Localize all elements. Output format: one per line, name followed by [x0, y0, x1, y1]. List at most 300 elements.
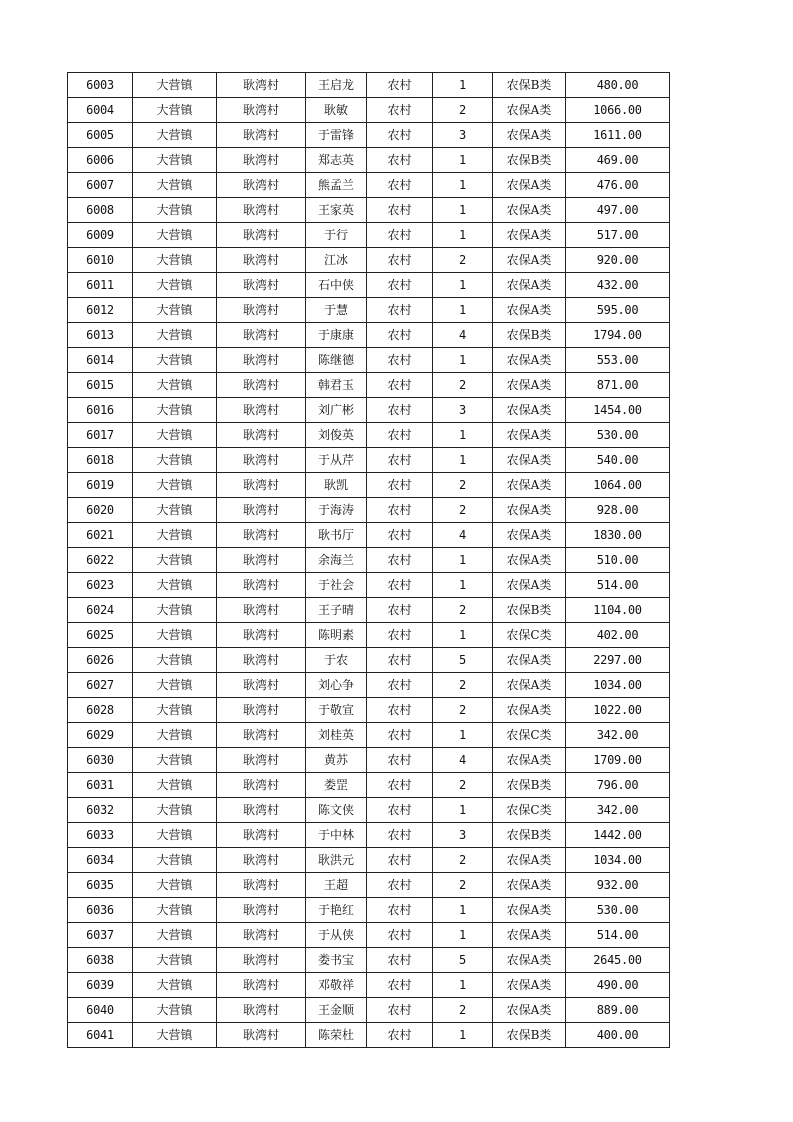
cell-count: 3: [433, 823, 493, 848]
cell-type: 农村: [367, 623, 433, 648]
cell-id: 6014: [68, 348, 133, 373]
cell-count: 2: [433, 98, 493, 123]
cell-town: 大营镇: [133, 873, 217, 898]
cell-count: 2: [433, 773, 493, 798]
cell-count: 1: [433, 448, 493, 473]
cell-amount: 871.00: [566, 373, 670, 398]
cell-village: 耿湾村: [217, 148, 306, 173]
cell-count: 1: [433, 223, 493, 248]
cell-village: 耿湾村: [217, 673, 306, 698]
cell-village: 耿湾村: [217, 373, 306, 398]
cell-town: 大营镇: [133, 848, 217, 873]
cell-count: 1: [433, 923, 493, 948]
table-row: [68, 548, 670, 573]
cell-category: 农保A类: [493, 873, 566, 898]
cell-amount: 514.00: [566, 923, 670, 948]
table-row: [68, 423, 670, 448]
cell-name: 王超: [306, 873, 367, 898]
cell-id: 6012: [68, 298, 133, 323]
cell-type: 农村: [367, 1023, 433, 1048]
cell-type: 农村: [367, 948, 433, 973]
cell-category: 农保A类: [493, 198, 566, 223]
cell-category: 农保A类: [493, 348, 566, 373]
cell-amount: 402.00: [566, 623, 670, 648]
cell-id: 6019: [68, 473, 133, 498]
cell-town: 大营镇: [133, 998, 217, 1023]
cell-category: 农保A类: [493, 848, 566, 873]
cell-type: 农村: [367, 548, 433, 573]
cell-category: 农保A类: [493, 173, 566, 198]
cell-type: 农村: [367, 848, 433, 873]
cell-amount: 497.00: [566, 198, 670, 223]
cell-amount: 540.00: [566, 448, 670, 473]
cell-type: 农村: [367, 323, 433, 348]
cell-amount: 1034.00: [566, 673, 670, 698]
cell-town: 大营镇: [133, 823, 217, 848]
table-row: [68, 448, 670, 473]
cell-category: 农保A类: [493, 748, 566, 773]
cell-type: 农村: [367, 823, 433, 848]
cell-type: 农村: [367, 898, 433, 923]
cell-count: 1: [433, 173, 493, 198]
cell-category: 农保A类: [493, 273, 566, 298]
cell-town: 大营镇: [133, 298, 217, 323]
cell-id: 6003: [68, 73, 133, 98]
table-row: [68, 723, 670, 748]
table-row: [68, 948, 670, 973]
cell-amount: 342.00: [566, 798, 670, 823]
cell-count: 1: [433, 723, 493, 748]
cell-village: 耿湾村: [217, 823, 306, 848]
table-row: [68, 648, 670, 673]
cell-category: 农保B类: [493, 148, 566, 173]
cell-name: 刘桂英: [306, 723, 367, 748]
cell-name: 娄罡: [306, 773, 367, 798]
cell-count: 2: [433, 373, 493, 398]
cell-name: 石中侠: [306, 273, 367, 298]
cell-town: 大营镇: [133, 398, 217, 423]
table-row: [68, 473, 670, 498]
cell-village: 耿湾村: [217, 448, 306, 473]
cell-category: 农保A类: [493, 123, 566, 148]
cell-type: 农村: [367, 148, 433, 173]
cell-name: 刘心争: [306, 673, 367, 698]
cell-amount: 595.00: [566, 298, 670, 323]
cell-type: 农村: [367, 698, 433, 723]
cell-name: 于慧: [306, 298, 367, 323]
cell-town: 大营镇: [133, 523, 217, 548]
cell-id: 6024: [68, 598, 133, 623]
cell-amount: 530.00: [566, 898, 670, 923]
cell-id: 6036: [68, 898, 133, 923]
cell-category: 农保A类: [493, 948, 566, 973]
cell-count: 2: [433, 673, 493, 698]
cell-id: 6029: [68, 723, 133, 748]
table-row: [68, 498, 670, 523]
cell-id: 6010: [68, 248, 133, 273]
cell-village: 耿湾村: [217, 548, 306, 573]
cell-town: 大营镇: [133, 148, 217, 173]
cell-type: 农村: [367, 648, 433, 673]
cell-town: 大营镇: [133, 123, 217, 148]
cell-type: 农村: [367, 398, 433, 423]
cell-count: 4: [433, 523, 493, 548]
cell-town: 大营镇: [133, 748, 217, 773]
cell-id: 6026: [68, 648, 133, 673]
cell-count: 2: [433, 598, 493, 623]
cell-village: 耿湾村: [217, 573, 306, 598]
table-row: [68, 923, 670, 948]
cell-amount: 1611.00: [566, 123, 670, 148]
cell-town: 大营镇: [133, 373, 217, 398]
cell-town: 大营镇: [133, 173, 217, 198]
cell-type: 农村: [367, 223, 433, 248]
cell-type: 农村: [367, 973, 433, 998]
cell-count: 1: [433, 273, 493, 298]
cell-name: 于艳红: [306, 898, 367, 923]
cell-town: 大营镇: [133, 723, 217, 748]
cell-id: 6038: [68, 948, 133, 973]
table-row: [68, 823, 670, 848]
cell-category: 农保A类: [493, 223, 566, 248]
cell-count: 2: [433, 873, 493, 898]
table-row: [68, 273, 670, 298]
cell-category: 农保B类: [493, 73, 566, 98]
cell-type: 农村: [367, 723, 433, 748]
cell-name: 于社会: [306, 573, 367, 598]
cell-amount: 2297.00: [566, 648, 670, 673]
cell-town: 大营镇: [133, 798, 217, 823]
cell-id: 6013: [68, 323, 133, 348]
table-row: [68, 873, 670, 898]
cell-type: 农村: [367, 573, 433, 598]
cell-count: 1: [433, 573, 493, 598]
table-row: [68, 1023, 670, 1048]
table-row: [68, 348, 670, 373]
cell-id: 6032: [68, 798, 133, 823]
cell-amount: 514.00: [566, 573, 670, 598]
cell-town: 大营镇: [133, 248, 217, 273]
cell-type: 农村: [367, 373, 433, 398]
cell-count: 1: [433, 148, 493, 173]
table-row: [68, 73, 670, 98]
cell-village: 耿湾村: [217, 348, 306, 373]
table-row: [68, 623, 670, 648]
cell-category: 农保A类: [493, 548, 566, 573]
table-row: [68, 298, 670, 323]
cell-village: 耿湾村: [217, 723, 306, 748]
cell-category: 农保A类: [493, 698, 566, 723]
cell-name: 黄苏: [306, 748, 367, 773]
cell-village: 耿湾村: [217, 273, 306, 298]
cell-amount: 517.00: [566, 223, 670, 248]
table-row: [68, 748, 670, 773]
cell-name: 于康康: [306, 323, 367, 348]
cell-name: 娄书宝: [306, 948, 367, 973]
cell-town: 大营镇: [133, 273, 217, 298]
cell-count: 2: [433, 848, 493, 873]
cell-category: 农保A类: [493, 973, 566, 998]
cell-town: 大营镇: [133, 1023, 217, 1048]
table-row: [68, 148, 670, 173]
cell-id: 6039: [68, 973, 133, 998]
table-row: [68, 323, 670, 348]
cell-amount: 1442.00: [566, 823, 670, 848]
cell-type: 农村: [367, 798, 433, 823]
cell-amount: 928.00: [566, 498, 670, 523]
cell-category: 农保A类: [493, 373, 566, 398]
table-row: [68, 373, 670, 398]
cell-category: 农保A类: [493, 498, 566, 523]
cell-amount: 400.00: [566, 1023, 670, 1048]
cell-type: 农村: [367, 873, 433, 898]
cell-village: 耿湾村: [217, 998, 306, 1023]
cell-type: 农村: [367, 598, 433, 623]
cell-amount: 342.00: [566, 723, 670, 748]
table-row: [68, 573, 670, 598]
cell-name: 于海涛: [306, 498, 367, 523]
cell-amount: 920.00: [566, 248, 670, 273]
cell-amount: 932.00: [566, 873, 670, 898]
cell-name: 王启龙: [306, 73, 367, 98]
cell-type: 农村: [367, 673, 433, 698]
cell-village: 耿湾村: [217, 1023, 306, 1048]
cell-count: 5: [433, 648, 493, 673]
table-row: [68, 773, 670, 798]
cell-category: 农保A类: [493, 448, 566, 473]
cell-category: 农保A类: [493, 673, 566, 698]
cell-id: 6035: [68, 873, 133, 898]
cell-count: 4: [433, 323, 493, 348]
cell-town: 大营镇: [133, 73, 217, 98]
cell-id: 6021: [68, 523, 133, 548]
cell-count: 1: [433, 198, 493, 223]
cell-amount: 1104.00: [566, 598, 670, 623]
cell-type: 农村: [367, 123, 433, 148]
cell-name: 刘广彬: [306, 398, 367, 423]
cell-count: 1: [433, 298, 493, 323]
cell-category: 农保C类: [493, 723, 566, 748]
cell-type: 农村: [367, 473, 433, 498]
cell-type: 农村: [367, 923, 433, 948]
cell-village: 耿湾村: [217, 473, 306, 498]
cell-count: 1: [433, 798, 493, 823]
cell-category: 农保A类: [493, 998, 566, 1023]
cell-name: 于从芹: [306, 448, 367, 473]
cell-village: 耿湾村: [217, 848, 306, 873]
cell-town: 大营镇: [133, 423, 217, 448]
cell-count: 3: [433, 398, 493, 423]
cell-count: 2: [433, 698, 493, 723]
cell-type: 农村: [367, 273, 433, 298]
cell-category: 农保C类: [493, 623, 566, 648]
cell-town: 大营镇: [133, 323, 217, 348]
cell-village: 耿湾村: [217, 123, 306, 148]
cell-village: 耿湾村: [217, 898, 306, 923]
cell-type: 农村: [367, 448, 433, 473]
cell-id: 6006: [68, 148, 133, 173]
cell-type: 农村: [367, 748, 433, 773]
cell-name: 江冰: [306, 248, 367, 273]
table-row: [68, 123, 670, 148]
cell-village: 耿湾村: [217, 398, 306, 423]
cell-village: 耿湾村: [217, 948, 306, 973]
cell-village: 耿湾村: [217, 523, 306, 548]
cell-name: 耿敏: [306, 98, 367, 123]
table-row: [68, 598, 670, 623]
cell-town: 大营镇: [133, 498, 217, 523]
table-row: [68, 998, 670, 1023]
cell-amount: 1794.00: [566, 323, 670, 348]
cell-name: 王子晴: [306, 598, 367, 623]
cell-town: 大营镇: [133, 98, 217, 123]
cell-count: 2: [433, 248, 493, 273]
cell-id: 6030: [68, 748, 133, 773]
cell-amount: 1709.00: [566, 748, 670, 773]
cell-id: 6005: [68, 123, 133, 148]
cell-id: 6017: [68, 423, 133, 448]
cell-id: 6023: [68, 573, 133, 598]
cell-town: 大营镇: [133, 898, 217, 923]
cell-name: 于农: [306, 648, 367, 673]
cell-category: 农保C类: [493, 798, 566, 823]
cell-type: 农村: [367, 73, 433, 98]
cell-count: 1: [433, 348, 493, 373]
cell-amount: 1830.00: [566, 523, 670, 548]
cell-name: 邓敬祥: [306, 973, 367, 998]
table-row: [68, 523, 670, 548]
cell-name: 于行: [306, 223, 367, 248]
cell-town: 大营镇: [133, 473, 217, 498]
cell-name: 于雷锋: [306, 123, 367, 148]
cell-category: 农保A类: [493, 423, 566, 448]
cell-amount: 796.00: [566, 773, 670, 798]
cell-category: 农保A类: [493, 523, 566, 548]
cell-type: 农村: [367, 198, 433, 223]
cell-village: 耿湾村: [217, 748, 306, 773]
cell-id: 6028: [68, 698, 133, 723]
cell-village: 耿湾村: [217, 873, 306, 898]
cell-village: 耿湾村: [217, 173, 306, 198]
cell-type: 农村: [367, 298, 433, 323]
cell-amount: 1034.00: [566, 848, 670, 873]
cell-count: 1: [433, 73, 493, 98]
cell-count: 1: [433, 898, 493, 923]
cell-type: 农村: [367, 773, 433, 798]
table-row: [68, 798, 670, 823]
cell-id: 6037: [68, 923, 133, 948]
table-row: [68, 98, 670, 123]
cell-village: 耿湾村: [217, 298, 306, 323]
cell-name: 耿书厅: [306, 523, 367, 548]
cell-village: 耿湾村: [217, 623, 306, 648]
cell-category: 农保A类: [493, 398, 566, 423]
cell-category: 农保A类: [493, 248, 566, 273]
cell-town: 大营镇: [133, 223, 217, 248]
cell-type: 农村: [367, 173, 433, 198]
cell-category: 农保B类: [493, 773, 566, 798]
cell-town: 大营镇: [133, 198, 217, 223]
cell-village: 耿湾村: [217, 198, 306, 223]
cell-count: 1: [433, 973, 493, 998]
cell-village: 耿湾村: [217, 773, 306, 798]
cell-count: 2: [433, 998, 493, 1023]
cell-category: 农保A类: [493, 573, 566, 598]
cell-amount: 553.00: [566, 348, 670, 373]
cell-town: 大营镇: [133, 773, 217, 798]
cell-village: 耿湾村: [217, 248, 306, 273]
table-row: [68, 848, 670, 873]
cell-town: 大营镇: [133, 698, 217, 723]
cell-town: 大营镇: [133, 348, 217, 373]
cell-id: 6034: [68, 848, 133, 873]
cell-amount: 2645.00: [566, 948, 670, 973]
cell-village: 耿湾村: [217, 798, 306, 823]
table-row: [68, 248, 670, 273]
table-row: [68, 223, 670, 248]
cell-name: 于中林: [306, 823, 367, 848]
cell-id: 6022: [68, 548, 133, 573]
cell-town: 大营镇: [133, 973, 217, 998]
cell-town: 大营镇: [133, 648, 217, 673]
cell-category: 农保B类: [493, 823, 566, 848]
cell-id: 6041: [68, 1023, 133, 1048]
cell-town: 大营镇: [133, 948, 217, 973]
cell-count: 2: [433, 473, 493, 498]
cell-type: 农村: [367, 98, 433, 123]
cell-id: 6018: [68, 448, 133, 473]
cell-town: 大营镇: [133, 548, 217, 573]
cell-name: 于敬宣: [306, 698, 367, 723]
cell-count: 1: [433, 548, 493, 573]
cell-id: 6033: [68, 823, 133, 848]
cell-name: 陈文侠: [306, 798, 367, 823]
cell-name: 耿凯: [306, 473, 367, 498]
cell-count: 4: [433, 748, 493, 773]
cell-type: 农村: [367, 348, 433, 373]
cell-village: 耿湾村: [217, 323, 306, 348]
cell-id: 6009: [68, 223, 133, 248]
cell-amount: 490.00: [566, 973, 670, 998]
cell-id: 6015: [68, 373, 133, 398]
cell-village: 耿湾村: [217, 923, 306, 948]
cell-name: 熊孟兰: [306, 173, 367, 198]
cell-town: 大营镇: [133, 923, 217, 948]
cell-amount: 510.00: [566, 548, 670, 573]
cell-category: 农保B类: [493, 323, 566, 348]
cell-amount: 530.00: [566, 423, 670, 448]
table-row: [68, 673, 670, 698]
cell-amount: 476.00: [566, 173, 670, 198]
cell-id: 6031: [68, 773, 133, 798]
cell-amount: 889.00: [566, 998, 670, 1023]
cell-count: 1: [433, 1023, 493, 1048]
cell-type: 农村: [367, 523, 433, 548]
table-row: [68, 698, 670, 723]
cell-category: 农保B类: [493, 598, 566, 623]
cell-id: 6011: [68, 273, 133, 298]
cell-name: 陈荣杜: [306, 1023, 367, 1048]
cell-village: 耿湾村: [217, 98, 306, 123]
cell-id: 6008: [68, 198, 133, 223]
cell-id: 6016: [68, 398, 133, 423]
cell-name: 郑志英: [306, 148, 367, 173]
cell-village: 耿湾村: [217, 598, 306, 623]
table-row: [68, 173, 670, 198]
cell-name: 王家英: [306, 198, 367, 223]
table-row: [68, 398, 670, 423]
cell-id: 6040: [68, 998, 133, 1023]
